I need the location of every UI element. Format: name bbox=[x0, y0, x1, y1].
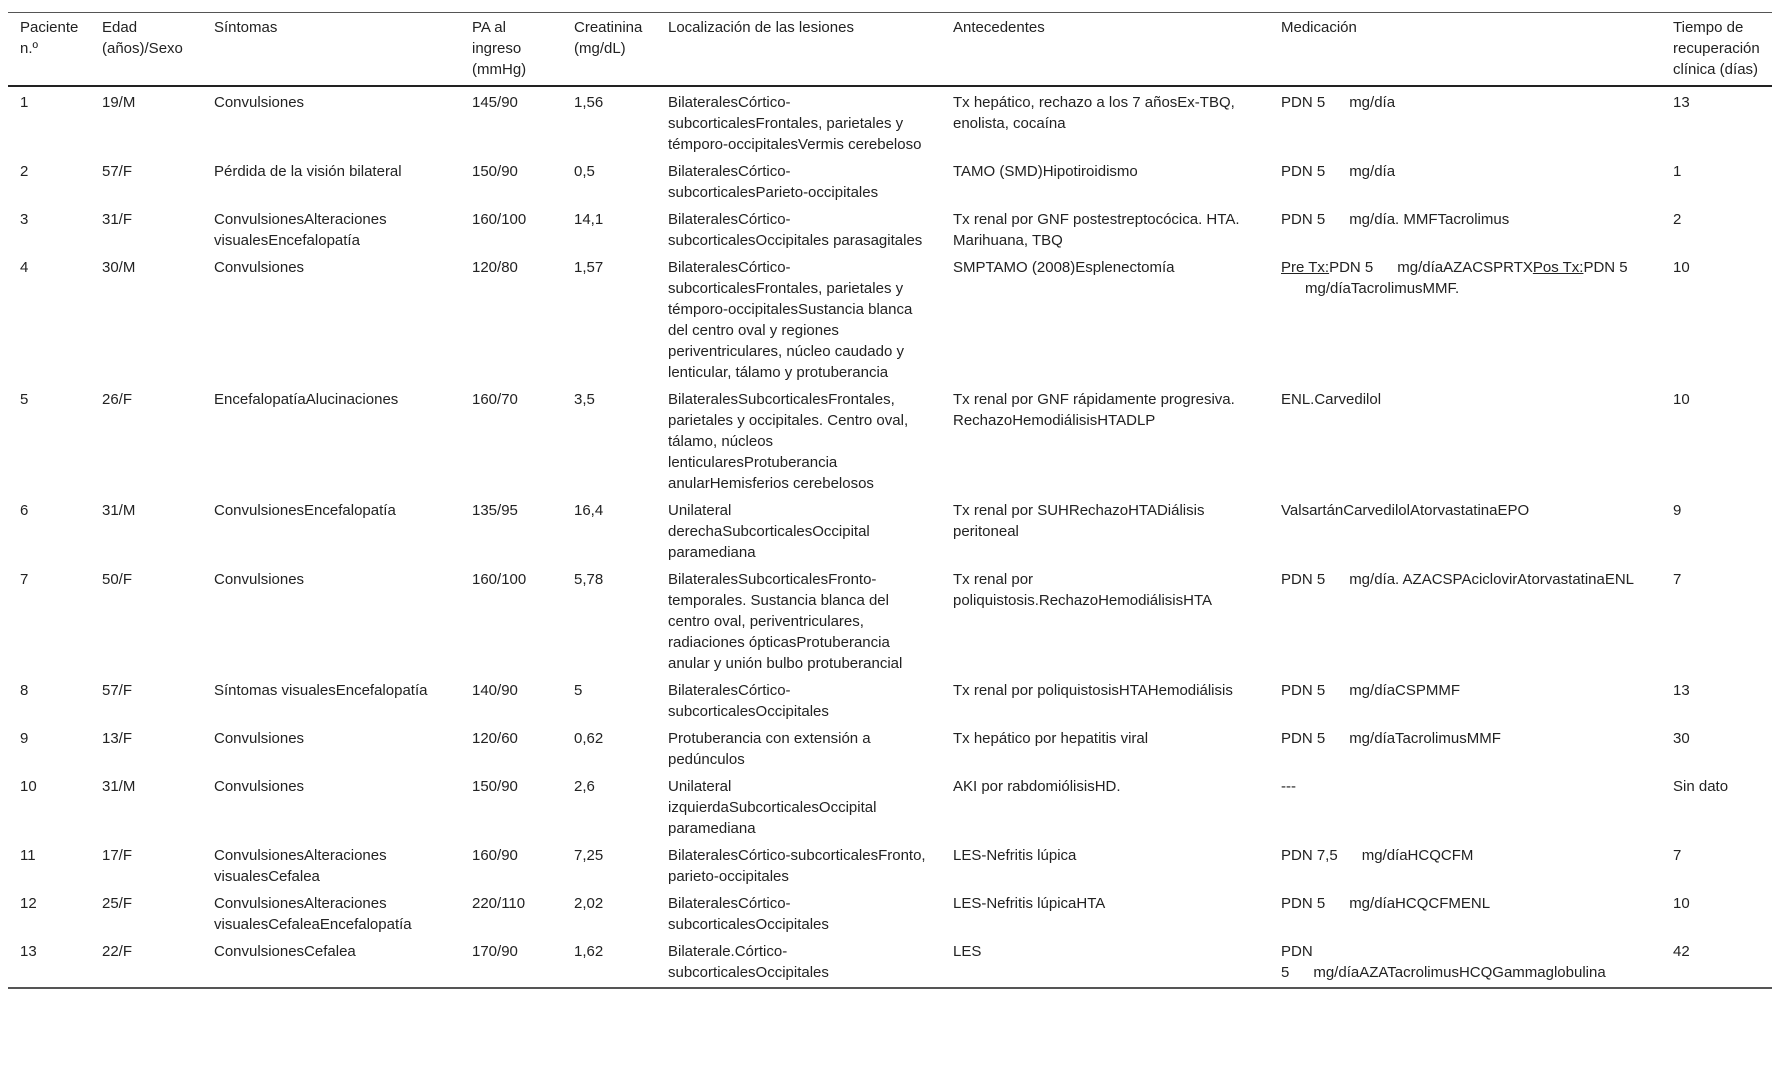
cell-antecedentes: Tx renal por GNF rápidamente progresiva. RechazoHemodiálisisHTADLP bbox=[953, 391, 1235, 429]
table-row bbox=[8, 723, 1772, 771]
cell-medicacion bbox=[1269, 936, 1661, 988]
cell-antecedentes: Tx hepático, rechazo a los 7 añosEx-TBQ, enolista, cocaína bbox=[953, 94, 1235, 132]
med-dose: PDN bbox=[1281, 943, 1313, 960]
table-header-row bbox=[8, 13, 1772, 87]
cell-antecedentes: SMPTAMO (2008)Esplenectomía bbox=[953, 259, 1175, 276]
cell-medicacion bbox=[1269, 156, 1661, 204]
cell-creatinina: 3,5 bbox=[574, 391, 595, 408]
cell-pa: 140/90 bbox=[472, 682, 518, 699]
cell-localizacion: BilateralesCórtico-subcorticalesOccipitales bbox=[668, 682, 829, 720]
med-pre-tx-label: Pre Tx: bbox=[1281, 259, 1330, 276]
cell-medicacion bbox=[1269, 86, 1661, 156]
cell-pa: 170/90 bbox=[460, 936, 562, 988]
cell-edad-sexo: 31/M bbox=[102, 502, 136, 519]
cell-edad-sexo: 22/F bbox=[90, 936, 202, 988]
cell-sintomas: Convulsiones bbox=[214, 778, 305, 795]
cell-pa: 160/90 bbox=[472, 847, 518, 864]
cell-antecedentes: Tx hepático por hepatitis viral bbox=[953, 730, 1149, 747]
cell-antecedentes: LES bbox=[941, 936, 1269, 988]
cell-pa: 150/90 bbox=[472, 778, 518, 795]
header-sintomas: Síntomas bbox=[202, 13, 460, 87]
cell-creatinina: 1,62 bbox=[562, 936, 656, 988]
clinical-data-table bbox=[8, 12, 1772, 989]
cell-sintomas: Convulsiones bbox=[214, 94, 305, 111]
cell-tiempo: 9 bbox=[1673, 502, 1682, 519]
cell-antecedentes: Tx renal por GNF postestreptocócica. HTA. Marihuana, TBQ bbox=[953, 211, 1240, 249]
med-detail: mg/díaAZATacrolimusHCQGammaglobulina bbox=[1313, 964, 1606, 981]
cell-paciente: 12 bbox=[20, 895, 37, 912]
header-medicacion: Medicación bbox=[1269, 13, 1661, 87]
med-dose: PDN 5 bbox=[1281, 895, 1326, 912]
cell-localizacion: BilateralesCórtico-subcorticalesOccipitales bbox=[668, 895, 829, 933]
med-detail: mg/díaAZACSPRTX bbox=[1397, 259, 1533, 276]
cell-localizacion: BilateralesCórtico-subcorticalesFronto, parieto-occipitales bbox=[668, 847, 926, 885]
header-paciente: Paciente n.º bbox=[8, 13, 90, 87]
table-row bbox=[8, 564, 1772, 675]
cell-edad-sexo: 13/F bbox=[102, 730, 133, 747]
cell-paciente: 13 bbox=[8, 936, 90, 988]
cell-sintomas: ConvulsionesEncefalopatía bbox=[214, 502, 396, 519]
cell-sintomas: Convulsiones bbox=[214, 730, 305, 747]
cell-pa: 150/90 bbox=[472, 163, 518, 180]
cell-medicacion bbox=[1269, 204, 1661, 252]
cell-tiempo: Sin dato bbox=[1673, 778, 1729, 795]
cell-tiempo: 10 bbox=[1673, 895, 1690, 912]
cell-tiempo: 7 bbox=[1673, 847, 1682, 864]
cell-sintomas: Síntomas visualesEncefalopatía bbox=[214, 682, 428, 699]
cell-creatinina: 7,25 bbox=[574, 847, 604, 864]
cell-creatinina: 0,5 bbox=[574, 163, 595, 180]
table-row bbox=[8, 888, 1772, 936]
cell-paciente: 10 bbox=[20, 778, 37, 795]
cell-antecedentes: TAMO (SMD)Hipotiroidismo bbox=[953, 163, 1138, 180]
cell-tiempo: 7 bbox=[1673, 571, 1682, 588]
med-dose-value: 5 bbox=[1281, 964, 1290, 981]
cell-medicacion bbox=[1269, 675, 1661, 723]
cell-localizacion: Protuberancia con extensión a pedúnculos bbox=[668, 730, 871, 768]
med-dose: PDN 5 bbox=[1281, 94, 1326, 111]
cell-medicacion: --- bbox=[1281, 778, 1296, 795]
cell-antecedentes: LES-Nefritis lúpica bbox=[953, 847, 1077, 864]
cell-tiempo: 42 bbox=[1661, 936, 1772, 988]
table-row bbox=[8, 771, 1772, 840]
cell-creatinina: 5,78 bbox=[574, 571, 604, 588]
cell-localizacion: Bilaterale.Córtico-subcorticalesOccipitales bbox=[656, 936, 941, 988]
cell-tiempo: 10 bbox=[1673, 391, 1690, 408]
med-detail: mg/díaTacrolimusMMF bbox=[1349, 730, 1501, 747]
med-dose: PDN 5 bbox=[1281, 730, 1326, 747]
cell-sintomas: EncefalopatíaAlucinaciones bbox=[214, 391, 399, 408]
cell-medicacion bbox=[1269, 564, 1661, 675]
cell-paciente: 6 bbox=[20, 502, 29, 519]
cell-tiempo: 13 bbox=[1673, 682, 1690, 699]
cell-antecedentes: LES-Nefritis lúpicaHTA bbox=[953, 895, 1106, 912]
table-row bbox=[8, 675, 1772, 723]
cell-creatinina: 2,6 bbox=[574, 778, 595, 795]
cell-paciente: 7 bbox=[20, 571, 29, 588]
table-row bbox=[8, 252, 1772, 384]
cell-antecedentes: Tx renal por poliquistosis.RechazoHemodiálisisHTA bbox=[953, 571, 1212, 609]
cell-edad-sexo: 31/F bbox=[102, 211, 133, 228]
cell-edad-sexo: 25/F bbox=[102, 895, 133, 912]
header-tiempo-recuperacion: Tiempo de recuperación clínica (días) bbox=[1661, 13, 1772, 87]
cell-localizacion: BilateralesCórtico-subcorticalesOccipitales parasagitales bbox=[668, 211, 923, 249]
med-detail: mg/día. AZACSPAciclovirAtorvastatinaENL bbox=[1349, 571, 1635, 588]
cell-pa: 120/60 bbox=[472, 730, 518, 747]
cell-medicacion bbox=[1269, 888, 1661, 936]
table-row bbox=[8, 936, 1772, 988]
cell-medicacion bbox=[1269, 840, 1661, 888]
cell-paciente: 1 bbox=[20, 94, 29, 111]
cell-localizacion: BilateralesSubcorticalesFrontales, parietales y occipitales. Centro oval, tálamo, núcleos lenticularesProtuberancia anularHemisferios cerebelosos bbox=[668, 391, 909, 492]
med-detail: mg/díaCSPMMF bbox=[1349, 682, 1461, 699]
cell-edad-sexo: 50/F bbox=[102, 571, 133, 588]
cell-edad-sexo: 57/F bbox=[102, 163, 133, 180]
cell-creatinina: 1,57 bbox=[574, 259, 604, 276]
med-dose: PDN 5 bbox=[1281, 211, 1326, 228]
cell-sintomas: Convulsiones bbox=[214, 259, 305, 276]
cell-localizacion: BilateralesSubcorticalesFronto-temporales. Sustancia blanca del centro oval, periventriculares, radiaciones ópticasProtuberancia anular y unión bulbo protuberancial bbox=[668, 571, 903, 672]
cell-antecedentes: Tx renal por poliquistosisHTAHemodiálisis bbox=[953, 682, 1233, 699]
cell-sintomas: ConvulsionesCefalea bbox=[202, 936, 460, 988]
cell-creatinina: 0,62 bbox=[574, 730, 604, 747]
cell-edad-sexo: 31/M bbox=[102, 778, 136, 795]
cell-edad-sexo: 57/F bbox=[102, 682, 133, 699]
cell-tiempo: 13 bbox=[1673, 94, 1690, 111]
cell-antecedentes: Tx renal por SUHRechazoHTADiálisis peritoneal bbox=[953, 502, 1205, 540]
table-row bbox=[8, 384, 1772, 495]
med-dose: PDN 5 bbox=[1329, 259, 1374, 276]
cell-pa: 220/110 bbox=[472, 895, 526, 912]
cell-paciente: 3 bbox=[20, 211, 29, 228]
cell-creatinina: 2,02 bbox=[574, 895, 604, 912]
cell-medicacion: ValsartánCarvedilolAtorvastatinaEPO bbox=[1281, 502, 1530, 519]
cell-creatinina: 14,1 bbox=[574, 211, 604, 228]
cell-paciente: 8 bbox=[20, 682, 29, 699]
cell-pa: 145/90 bbox=[472, 94, 518, 111]
header-antecedentes: Antecedentes bbox=[941, 13, 1269, 87]
med-detail: mg/díaTacrolimusMMF. bbox=[1305, 280, 1460, 297]
table-row bbox=[8, 840, 1772, 888]
med-detail: mg/día. MMFTacrolimus bbox=[1349, 211, 1510, 228]
cell-medicacion: ENL.Carvedilol bbox=[1281, 391, 1382, 408]
cell-paciente: 9 bbox=[20, 730, 29, 747]
header-creatinina: Creatinina (mg/dL) bbox=[562, 13, 656, 87]
cell-sintomas: ConvulsionesAlteraciones visualesCefalea bbox=[214, 847, 387, 885]
table-row bbox=[8, 86, 1772, 156]
med-pos-tx-label: Pos Tx: bbox=[1532, 259, 1584, 276]
cell-medicacion bbox=[1269, 252, 1661, 384]
cell-pa: 160/100 bbox=[472, 571, 527, 588]
cell-medicacion bbox=[1269, 723, 1661, 771]
cell-sintomas: Pérdida de la visión bilateral bbox=[214, 163, 402, 180]
header-pa-ingreso: PA al ingreso (mmHg) bbox=[460, 13, 562, 87]
cell-localizacion: Unilateral derechaSubcorticalesOccipital paramediana bbox=[668, 502, 870, 561]
cell-pa: 135/95 bbox=[472, 502, 518, 519]
med-detail: mg/díaHCQCFMENL bbox=[1349, 895, 1491, 912]
cell-localizacion: BilateralesCórtico-subcorticalesFrontales, parietales y témporo-occipitalesVermis cerebeloso bbox=[668, 94, 922, 153]
table-row bbox=[8, 204, 1772, 252]
cell-edad-sexo: 17/F bbox=[102, 847, 133, 864]
cell-sintomas: ConvulsionesAlteraciones visualesCefaleaEncefalopatía bbox=[214, 895, 412, 933]
cell-tiempo: 1 bbox=[1673, 163, 1682, 180]
med-dose: PDN 5 bbox=[1281, 163, 1326, 180]
cell-sintomas: ConvulsionesAlteraciones visualesEncefalopatía bbox=[214, 211, 387, 249]
cell-paciente: 11 bbox=[20, 847, 36, 864]
cell-edad-sexo: 26/F bbox=[102, 391, 133, 408]
med-detail: mg/día bbox=[1349, 94, 1396, 111]
header-edad-sexo: Edad (años)/Sexo bbox=[90, 13, 202, 87]
cell-localizacion: Unilateral izquierdaSubcorticalesOccipital paramediana bbox=[668, 778, 877, 837]
cell-creatinina: 1,56 bbox=[574, 94, 604, 111]
table-row bbox=[8, 156, 1772, 204]
med-dose: PDN 7,5 bbox=[1281, 847, 1338, 864]
cell-tiempo: 10 bbox=[1673, 259, 1690, 276]
cell-pa: 120/80 bbox=[472, 259, 518, 276]
clinical-table-container bbox=[8, 12, 1772, 989]
med-detail: mg/díaHCQCFM bbox=[1361, 847, 1474, 864]
cell-sintomas: Convulsiones bbox=[214, 571, 305, 588]
med-dose: PDN 5 bbox=[1583, 259, 1628, 276]
cell-paciente: 5 bbox=[20, 391, 29, 408]
cell-tiempo: 30 bbox=[1673, 730, 1690, 747]
cell-localizacion: BilateralesCórtico-subcorticalesFrontales, parietales y témporo-occipitalesSustancia blanca del centro oval y regiones periventriculares, núcleo caudado y lenticular, tálamo y protuberancia bbox=[668, 259, 913, 381]
med-detail: mg/día bbox=[1349, 163, 1396, 180]
med-dose: PDN 5 bbox=[1281, 682, 1326, 699]
cell-creatinina: 5 bbox=[574, 682, 583, 699]
cell-creatinina: 16,4 bbox=[574, 502, 604, 519]
cell-pa: 160/70 bbox=[472, 391, 518, 408]
cell-edad-sexo: 19/M bbox=[102, 94, 136, 111]
header-localizacion: Localización de las lesiones bbox=[656, 13, 941, 87]
med-dose: PDN 5 bbox=[1281, 571, 1326, 588]
cell-antecedentes: AKI por rabdomiólisisHD. bbox=[953, 778, 1121, 795]
cell-paciente: 4 bbox=[20, 259, 29, 276]
cell-localizacion: BilateralesCórtico-subcorticalesParieto-occipitales bbox=[668, 163, 879, 201]
cell-paciente: 2 bbox=[20, 163, 29, 180]
cell-tiempo: 2 bbox=[1673, 211, 1682, 228]
cell-pa: 160/100 bbox=[472, 211, 527, 228]
cell-edad-sexo: 30/M bbox=[102, 259, 136, 276]
table-row bbox=[8, 495, 1772, 564]
